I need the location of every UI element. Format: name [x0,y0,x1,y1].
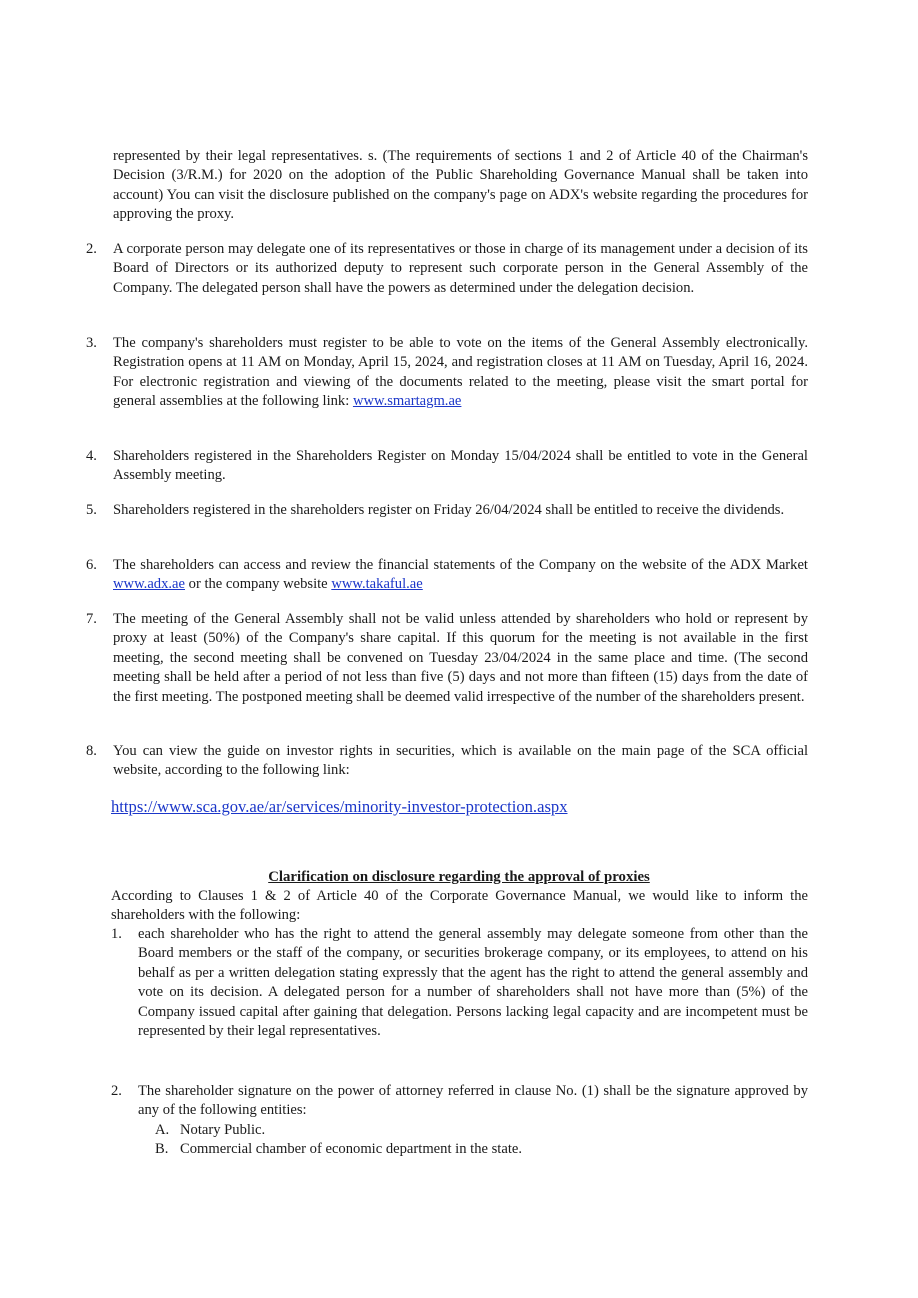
item-number: 2. [86,241,97,257]
item-text: The company's shareholders must register to be able to vote on the items of the General Assembly electronically. Registration opens at 11 AM on Monday, April 15, 2024, and registration closes at 11 AM on Tuesday, April 16, 2024. For electronic registration and viewing of the documents related to the meeting, please visit the smart portal for general assemblies at the following link: [113,335,808,410]
clarification-item-1 [111,925,808,1041]
item-body [113,334,808,412]
item-text: The meeting of the General Assembly shall not be valid unless attended by shareholders who hold or represent by proxy at least (50%) of the Company's share capital. If this quorum for the meeting is not available in the first meeting, the second meeting shall be convened on Tuesday 23/04/2024 in the same place and time. (The second meeting shall be held after a period of not less than five (5) days and not more than fifteen (15) days from the date of the first meeting. The postponed meeting shall be deemed valid irrespective of the number of the shareholders present. [113,611,808,705]
item-text: The shareholders can access and review the financial statements of the Company on the website of the ADX Market [113,557,808,573]
adx-link[interactable]: www.adx.ae [113,576,185,593]
list-item-3 [86,334,808,412]
item-text: A corporate person may delegate one of its representatives or those in charge of its management under a decision of its Board of Directors or its authorized deputy to represent such corporate person in the General Assembly of the Company. The delegated person shall have the powers as determined under the delegation decision. [113,241,808,296]
clarification-heading: Clarification on disclosure regarding the approval of proxies [268,869,650,885]
sub-item-b [155,1140,522,1159]
clarification-item-2 [111,1082,808,1121]
list-item-6 [86,556,808,595]
item-number: 4. [86,448,97,464]
item-number: 2. [111,1083,122,1099]
intro-paragraph: represented by their legal representatives. s. (The requirements of sections 1 and 2 of Article 40 of the Chairman's Decision (3/R.M.) for 2020 on the adoption of the Public Shareholding Governance Manual shall be taken into account) You can visit the disclosure published on the company's page on ADX's website regarding the procedures for approving the proxy. [113,148,808,223]
item-number: 3. [86,335,97,351]
clarification-intro: According to Clauses 1 & 2 of Article 40 of the Corporate Governance Manual, we would like to inform the shareholders with the following: [111,888,808,924]
list-item-5 [86,501,808,520]
sub-item-text: Commercial chamber of economic department in the state. [180,1141,523,1157]
sub-item-letter: A. [155,1122,170,1138]
list-item-7 [86,610,808,707]
list-item-8 [86,742,808,781]
list-item-2 [86,240,808,298]
item-text: You can view the guide on investor rights in securities, which is available on the main page of the SCA official website, according to the following link: [113,743,808,779]
sub-item-letter: B. [155,1141,169,1157]
item-number: 1. [111,926,122,942]
sub-item-a [155,1121,265,1140]
item-text: or the company website [185,576,332,593]
item-number: 7. [86,611,97,627]
item-number: 5. [86,502,97,518]
item-text: The shareholder signature on the power of attorney referred in clause No. (1) shall be the signature approved by any of the following entities: [138,1083,808,1119]
item-body [113,556,808,595]
smartagm-link[interactable]: www.smartagm.ae [352,393,462,410]
sca-link[interactable]: https://www.sca.gov.ae/ar/services/minority-investor-protection.aspx [111,797,568,816]
sub-item-text: Notary Public. [180,1122,266,1138]
list-item-4 [86,447,808,486]
item-number: 8. [86,743,97,759]
item-text: each shareholder who has the right to attend the general assembly may delegate someone from other than the Board members or the staff of the company, or securities brokerage company, or its employees, to attend on his behalf as per a written delegation stating expressly that the agent has the right to attend the general assembly and vote on its decision. A delegated person for a number of shareholders shall not have more than (5%) of the Company issued capital after gaining that delegation. Persons lacking legal capacity and are incompetent must be represented by their legal representatives. [138,926,808,1040]
item-number: 6. [86,557,97,573]
item-text: Shareholders registered in the shareholders register on Friday 26/04/2024 shall be entitled to receive the dividends. [113,502,785,518]
takaful-link[interactable]: www.takaful.ae [331,576,423,593]
item-text: Shareholders registered in the Shareholders Register on Monday 15/04/2024 shall be entitled to vote in the General Assembly meeting. [113,448,808,484]
